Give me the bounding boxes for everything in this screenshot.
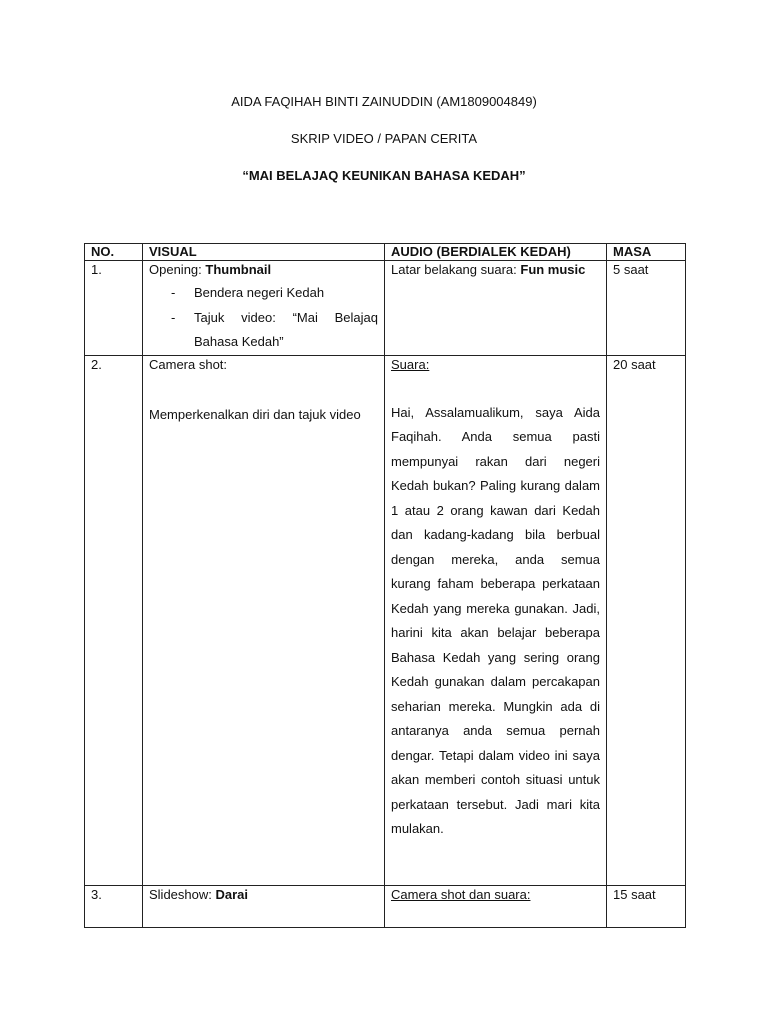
visual-heading: Opening: Thumbnail: [149, 262, 272, 277]
duration-cell: 15 saat: [607, 885, 686, 927]
video-title: “MAI BELAJAQ KEUNIKAN BAHASA KEDAH”: [242, 168, 526, 183]
list-item: - Bendera negeri Kedah: [149, 281, 378, 306]
audio-heading: Suara:: [391, 356, 430, 372]
table-header-row: [85, 244, 686, 261]
col-header-audio: AUDIO (BERDIALEK KEDAH): [385, 244, 607, 261]
audio-cell: [385, 355, 607, 885]
audio-cell: Latar belakang suara: Fun music: [385, 261, 607, 356]
audio-cell: [385, 885, 607, 927]
row-number: 2.: [85, 355, 143, 885]
col-header-masa: MASA: [607, 244, 686, 261]
col-header-visual: VISUAL: [143, 244, 385, 261]
row-number: 3.: [85, 885, 143, 927]
author-line: AIDA FAQIHAH BINTI ZAINUDDIN (AM1809004849): [231, 94, 537, 109]
visual-cell: Slideshow: Darai: [143, 885, 385, 927]
duration-cell: 5 saat: [607, 261, 686, 356]
document-type: SKRIP VIDEO / PAPAN CERITA: [290, 131, 478, 146]
audio-heading: Camera shot dan suara:: [391, 886, 531, 902]
table-row: [85, 261, 686, 356]
table-row: [85, 355, 686, 885]
duration-cell: 20 saat: [607, 355, 686, 885]
visual-cell: [143, 355, 385, 885]
table-row: [85, 885, 686, 927]
visual-cell: [143, 261, 385, 356]
visual-bullet-list: [149, 281, 378, 355]
row-number: 1.: [85, 261, 143, 356]
visual-description: Memperkenalkan diri dan tajuk video: [149, 406, 361, 422]
audio-narration: Hai, Assalamualikum, saya Aida Faqihah. Anda semua pasti mempunyai rakan dari negeri Kedah bukan? Paling kurang dalam 1 atau 2 orang kawan dari Kedah dan kadang-kadang bila berbual dengan mereka, anda semua kurang faham beberapa perkataan Kedah yang mereka gunakan. Jadi, harini kita akan belajar beberapa Bahasa Kedah yang sering orang Kedah gunakan dalam percakapan seharian mereka. Mungkin ada di antaranya anda semua pernah dengar. Tetapi dalam video ini saya akan memberi contoh situasi untuk perkataan tersebut. Jadi mari kita mulakan.: [391, 404, 600, 836]
visual-heading: Camera shot:: [149, 356, 228, 372]
col-header-no: NO.: [85, 244, 143, 261]
list-item: - Tajuk video: “Mai Belajaq Bahasa Kedah”: [149, 306, 378, 355]
script-table: [84, 243, 686, 928]
